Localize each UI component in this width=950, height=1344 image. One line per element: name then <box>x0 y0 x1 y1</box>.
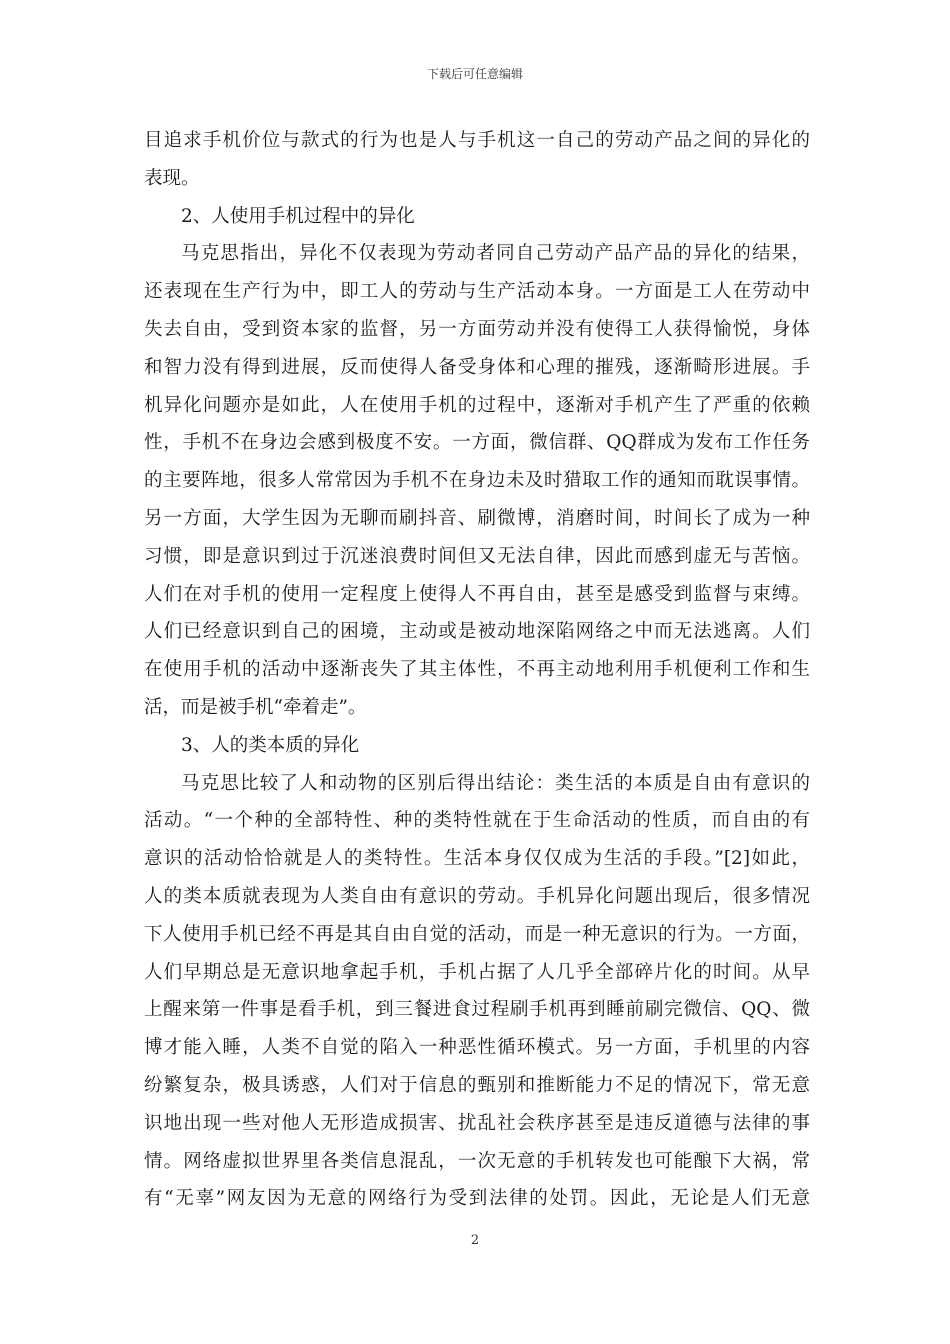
text-line: 人们在对手机的使用一定程度上使得人不再自由，甚至是感受到监督与束缚。 <box>144 583 810 605</box>
text-line: 马克思指出，异化不仅表现为劳动者同自己劳动产品产品的异化的结果， <box>181 243 810 265</box>
text-line: 2、人使用手机过程中的异化 <box>181 205 415 227</box>
text-line: 的主要阵地，很多人常常因为手机不在身边未及时猎取工作的通知而耽误事情。 <box>144 470 810 492</box>
text-line: 情。网络虚拟世界里各类信息混乱，一次无意的手机转发也可能酿下大祸，常 <box>144 1150 810 1172</box>
text-line: 活动。“一个种的全部特性、种的类特性就在于生命活动的性质，而自由的有 <box>144 810 810 832</box>
page-number: 2 <box>470 1233 480 1248</box>
text-line: 活，而是被手机“牵着走”。 <box>144 696 367 718</box>
text-line: 下人使用手机已经不再是其自由自觉的活动，而是一种无意识的行为。一方面， <box>144 923 810 945</box>
text-line: 目追求手机价位与款式的行为也是人与手机这一自己的劳动产品之间的异化的 <box>144 130 810 151</box>
text-line: 性，手机不在身边会感到极度不安。一方面，微信群、QQ群成为发布工作任务 <box>144 432 810 454</box>
text-line: 有“无辜”网友因为无意的网络行为受到法律的处罚。因此，无论是人们无意 <box>144 1188 810 1210</box>
text-line: 失去自由，受到资本家的监督，另一方面劳动并没有使得工人获得愉悦，身体 <box>144 318 810 340</box>
text-line: 机异化问题亦是如此，人在使用手机的过程中，逐渐对手机产生了严重的依赖 <box>144 394 810 416</box>
page-header: 下载后可任意编辑 <box>426 67 523 81</box>
text-line: 博才能入睡，人类不自觉的陷入一种恶性循环模式。另一方面，手机里的内容 <box>144 1037 810 1059</box>
text-line: 人们已经意识到自己的困境，主动或是被动地深陷网络之中而无法逃离。人们 <box>144 621 810 643</box>
text-line: 习惯，即是意识到过于沉迷浪费时间但又无法自律，因此而感到虚无与苦恼。 <box>144 545 810 567</box>
text-line: 纷繁复杂，极具诱惑，人们对于信息的甄别和推断能力不足的情况下，常无意 <box>144 1074 810 1096</box>
text-line: 表现。 <box>144 167 200 189</box>
text-line: 意识的活动恰恰就是人的类特性。生活本身仅仅成为生活的手段。”[2]如此， <box>144 848 810 870</box>
text-line: 另一方面，大学生因为无聊而刷抖音、刷微博，消磨时间，时间长了成为一种 <box>144 507 810 529</box>
document-body <box>144 122 810 1218</box>
text-line: 上醒来第一件事是看手机，到三餐进食过程刷手机再到睡前刷完微信、QQ、微 <box>144 999 810 1021</box>
text-line: 3、人的类本质的异化 <box>181 734 360 756</box>
text-line: 人们早期总是无意识地拿起手机，手机占据了人几乎全部碎片化的时间。从早 <box>144 961 810 983</box>
text-line: 和智力没有得到进展，反而使得人备受身体和心理的摧残，逐渐畸形进展。手 <box>144 356 810 378</box>
text-line: 还表现在生产行为中，即工人的劳动与生产活动本身。一方面是工人在劳动中 <box>144 281 810 303</box>
text-line: 识地出现一些对他人无形造成损害、扰乱社会秩序甚至是违反道德与法律的事 <box>144 1112 810 1134</box>
text-line: 人的类本质就表现为人类自由有意识的劳动。手机异化问题出现后，很多情况 <box>144 885 810 907</box>
text-line: 马克思比较了人和动物的区别后得出结论：类生活的本质是自由有意识的 <box>181 772 810 794</box>
text-line: 在使用手机的活动中逐渐丧失了其主体性，不再主动地利用手机便利工作和生 <box>144 659 810 681</box>
